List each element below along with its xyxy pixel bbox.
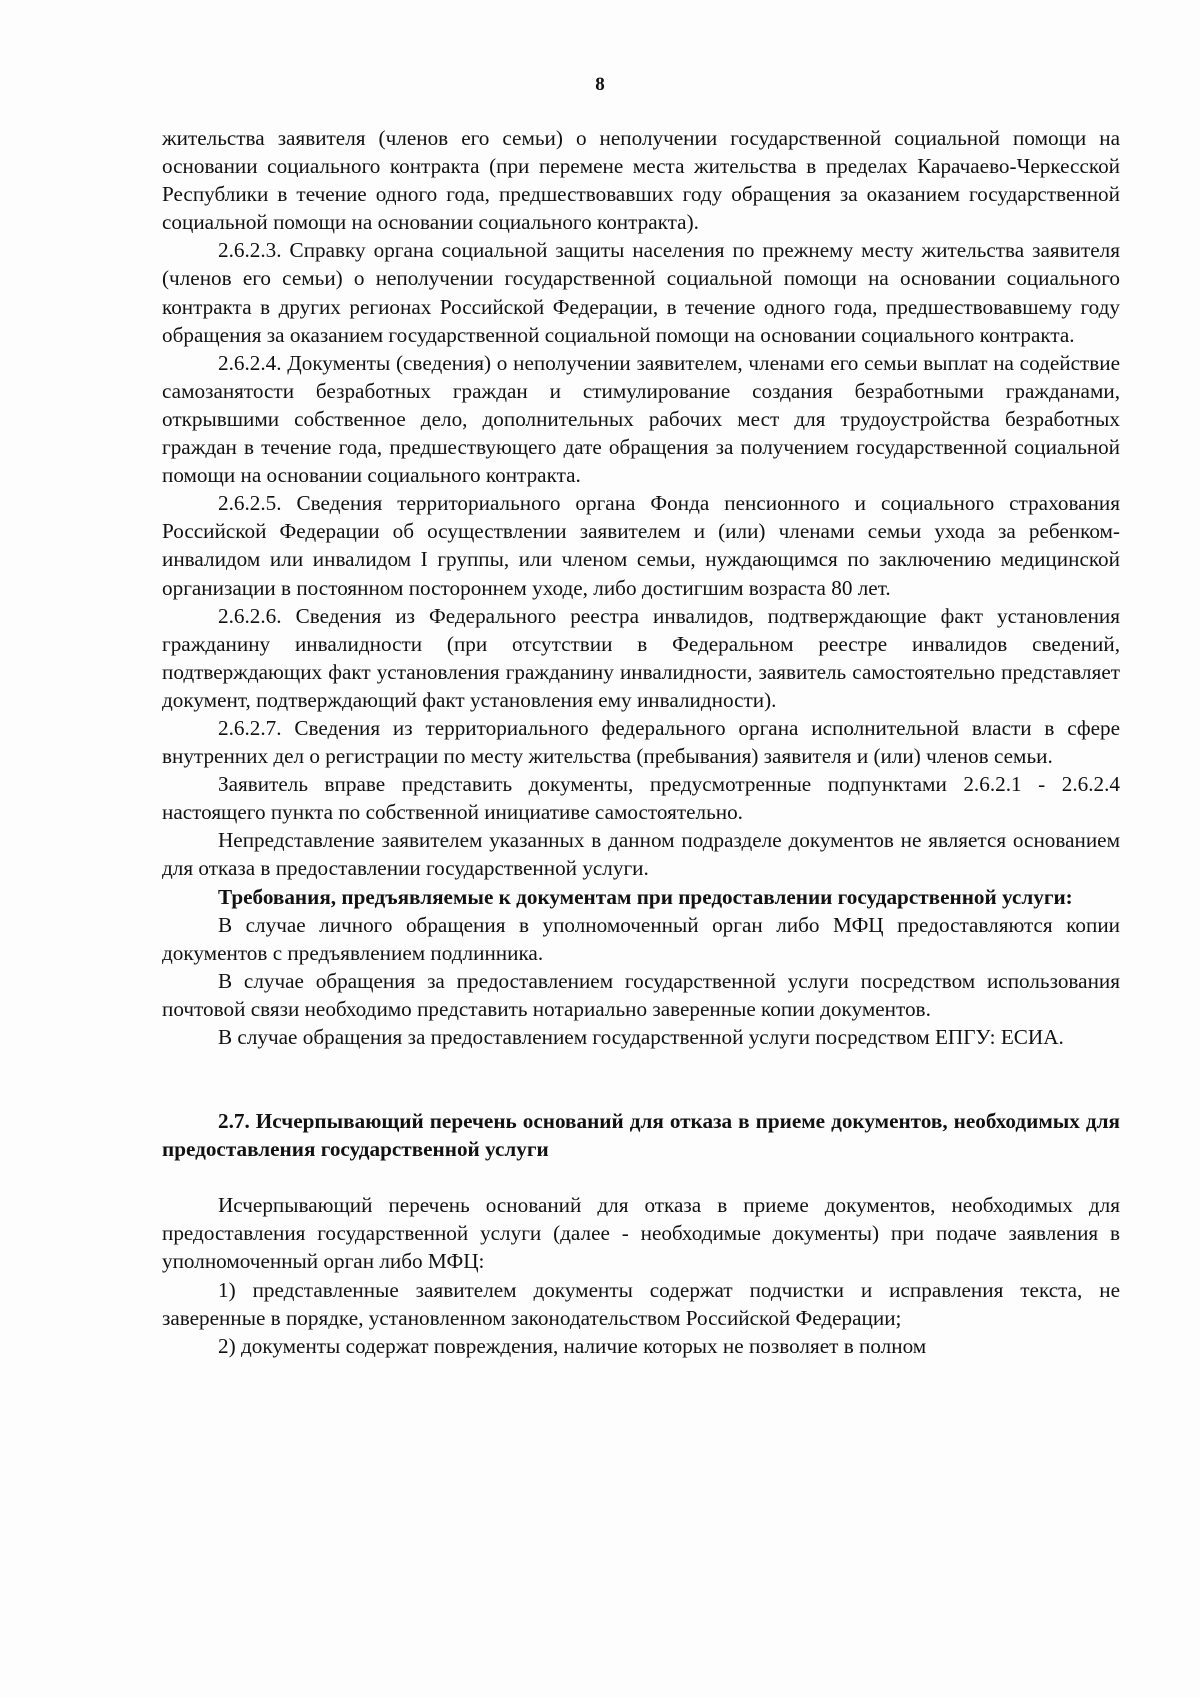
- paragraph: В случае обращения за предоставлением государственной услуги посредством ЕПГУ: ЕСИА.: [218, 1025, 1064, 1049]
- list-item: 2) документы содержат повреждения, наличие которых не позволяет в полном: [218, 1333, 927, 1358]
- paragraph: 2.6.2.7. Сведения из территориального федерального органа исполнительной власти в сфере внутренних дел о регистрации по месту жительства (пребывания) заявителя и (или) членов семьи.: [162, 715, 1120, 769]
- page-number: 8: [595, 74, 605, 95]
- paragraph: Заявитель вправе представить документы, предусмотренные подпунктами 2.6.2.1 - 2.6.2.4 настоящего пункта по собственной инициативе самостоятельно.: [162, 772, 1120, 825]
- section-title: 2.7. Исчерпывающий перечень оснований для отказа в приеме документов, необходимых для предоставления государственной услуги: [162, 1109, 1120, 1162]
- spacer: [162, 1163, 1120, 1191]
- requirements-heading: Требования, предъявляемые к документам при предоставлении государственной услуги:: [218, 884, 1073, 909]
- paragraph: В случае обращения за предоставлением государственной услуги посредством использования почтовой связи необходимо представить нотариально заверенные копии документов.: [162, 968, 1120, 1021]
- list-item: 1) представленные заявителем документы содержат подчистки и исправления текста, не заверенные в порядке, установленном законодательством Российской Федерации;: [162, 1277, 1120, 1330]
- paragraph: 2.6.2.6. Сведения из Федерального реестра инвалидов, подтверждающие факт установления гражданину инвалидности (при отсутствии в Федеральном реестре инвалидов сведений, подтверждающих факт установления гражданину инвалидности, заявитель самостоятельно представляет документ, подтверждающий факт установления ему инвалидности).: [162, 603, 1120, 712]
- spacer: [162, 1051, 1120, 1079]
- paragraph: 2.6.2.3. Справку органа социальной защиты населения по прежнему месту жительства заявителя (членов его семьи) о неполучении государственной социальной помощи на основании социального контракта в других регионах Российской Федерации, в течение одного года, предшествовавшему году обращения за оказанием государственной социальной помощи на основании социального контракта.: [162, 238, 1120, 347]
- paragraph: В случае личного обращения в уполномоченный орган либо МФЦ предоставляются копии документов с предъявлением подлинника.: [162, 912, 1120, 965]
- paragraph: Непредставление заявителем указанных в данном подразделе документов не является основанием для отказа в предоставлении государственной услуги.: [162, 828, 1120, 881]
- paragraph: жительства заявителя (членов его семьи) о неполучении государственной социальной помощи на основании социального контракта (при перемене места жительства в пределах Карачаево-Черкесской Республики в течение одного года, предшествовавших году обращения за оказанием государственной социальной помощи на основании социального контракта).: [162, 126, 1120, 235]
- document-body: [162, 124, 1120, 1360]
- paragraph: Исчерпывающий перечень оснований для отказа в приеме документов, необходимых для предоставления государственной услуги (далее - необходимые документы) при подаче заявления в уполномоченный орган либо МФЦ:: [162, 1193, 1120, 1274]
- paragraph: 2.6.2.4. Документы (сведения) о неполучении заявителем, членами его семьи выплат на содействие самозанятости безработных граждан и стимулирование создания безработными гражданами, открывшими собственное дело, дополнительных рабочих мест для трудоустройства безработных граждан в течение года, предшествующего дате обращения за получением государственной социальной помощи на основании социального контракта.: [162, 350, 1120, 488]
- paragraph: 2.6.2.5. Сведения территориального органа Фонда пенсионного и социального страхования Российской Федерации об осуществлении заявителем и (или) членами семьи ухода за ребенком-инвалидом или инвалидом I группы, или членом семьи, нуждающимся по заключению медицинской организации в постоянном постороннем уходе, либо достигшим возраста 80 лет.: [162, 491, 1120, 600]
